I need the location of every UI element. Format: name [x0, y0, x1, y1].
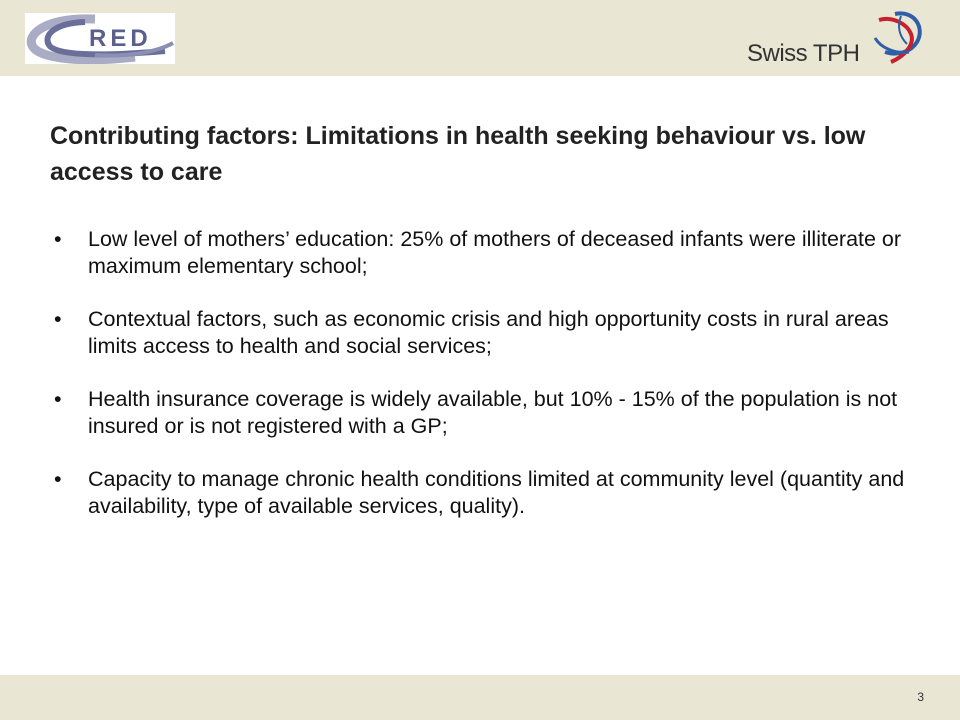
bullet-item — [50, 226, 910, 280]
footer-band — [0, 675, 960, 720]
bullet-marker: • — [54, 227, 62, 251]
bullet-text: Health insurance coverage is widely available, but 10% - 15% of the population is not insured or is not registered with a GP; — [88, 387, 898, 438]
bullet-list — [50, 226, 910, 546]
slide-title: Contributing factors: Limitations in health seeking behaviour vs. low access to care — [50, 122, 866, 186]
bullet-text: Contextual factors, such as economic crisis and high opportunity costs in rural areas limits access to health and social services; — [88, 307, 889, 358]
bullet-marker: • — [54, 387, 62, 411]
red-logo — [25, 13, 175, 64]
bullet-item — [50, 306, 910, 360]
red-logo-text: RED — [89, 25, 152, 52]
bullet-item — [50, 466, 910, 520]
swiss-tph-logo-text: Swiss TPH — [747, 40, 860, 67]
bullet-item — [50, 386, 910, 440]
swiss-tph-logo — [735, 8, 935, 70]
header-band — [0, 0, 960, 76]
bullet-text: Low level of mothers’ education: 25% of mothers of deceased infants were illiterate or maximum elementary school; — [88, 227, 902, 278]
bullet-marker: • — [54, 307, 62, 331]
swiss-tph-globe-icon — [871, 8, 927, 66]
bullet-marker: • — [54, 467, 62, 491]
bullet-text: Capacity to manage chronic health conditions limited at community level (quantity and availability, type of available services, quality). — [88, 467, 905, 518]
page-number: 3 — [917, 690, 924, 704]
